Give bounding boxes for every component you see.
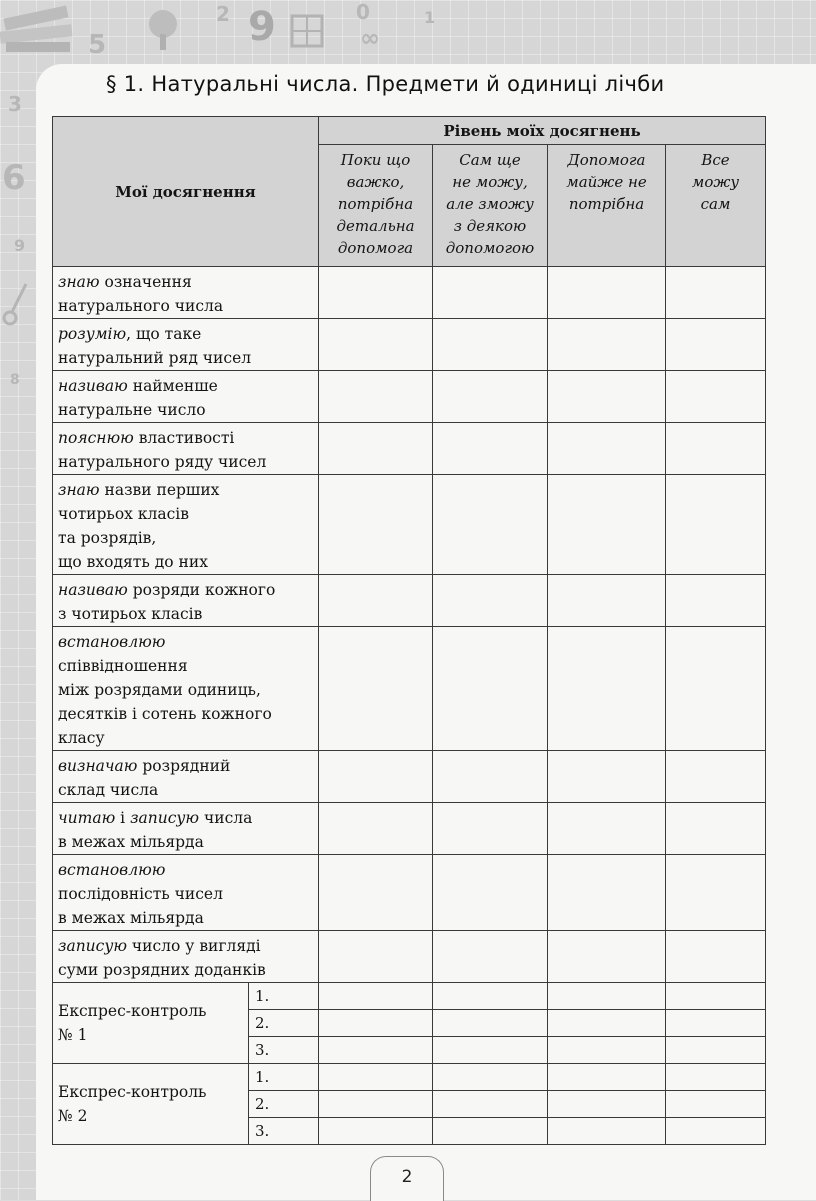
level-cell[interactable]: [666, 475, 766, 575]
level-cell[interactable]: [548, 575, 666, 627]
level-cell[interactable]: [666, 931, 766, 983]
express-item-number: 3.: [249, 1118, 319, 1145]
row-verb: знаю: [58, 273, 100, 291]
level-cell[interactable]: [319, 803, 433, 855]
level-cell[interactable]: [319, 751, 433, 803]
level-cell[interactable]: [433, 267, 548, 319]
level-col-3-line: Допомога: [567, 151, 646, 169]
row-verb: встановлюю: [58, 861, 166, 879]
level-cell[interactable]: [548, 803, 666, 855]
row-text: натурального числа: [58, 297, 224, 315]
decor-digit-6: 6: [2, 158, 26, 198]
level-cell[interactable]: [666, 1010, 766, 1037]
level-cell[interactable]: [319, 1010, 433, 1037]
achievement-table: [52, 116, 766, 1145]
level-cell[interactable]: [666, 983, 766, 1010]
decor-digit-9b: 9: [14, 236, 26, 255]
row-verb: пояснюю: [58, 429, 134, 447]
express-label-line: № 2: [58, 1107, 88, 1125]
level-cell[interactable]: [433, 627, 548, 751]
row-verb: встановлюю: [58, 633, 166, 651]
level-cell[interactable]: [548, 1010, 666, 1037]
level-col-1: [319, 145, 433, 267]
level-cell[interactable]: [548, 319, 666, 371]
level-cell[interactable]: [666, 855, 766, 931]
achievement-row-label: [53, 931, 319, 983]
achievement-row-label: [53, 803, 319, 855]
row-verb: визначаю: [58, 757, 138, 775]
level-col-3-line: потрібна: [568, 195, 645, 213]
row-text: в межах мільярда: [58, 909, 204, 927]
level-cell[interactable]: [433, 1037, 548, 1064]
level-cell[interactable]: [666, 1118, 766, 1145]
achievement-row-label: [53, 575, 319, 627]
level-col-2: [433, 145, 548, 267]
tree-icon: [140, 8, 186, 52]
achievement-row-label: [53, 319, 319, 371]
level-cell[interactable]: [433, 371, 548, 423]
express-control-1-label: [53, 983, 249, 1064]
decor-digit-9: 9: [248, 4, 276, 50]
scissors-icon: [0, 280, 30, 330]
level-cell[interactable]: [548, 1064, 666, 1091]
level-cell[interactable]: [433, 855, 548, 931]
level-cell[interactable]: [433, 931, 548, 983]
decor-digit-8: 8: [10, 372, 20, 388]
level-cell[interactable]: [319, 1091, 433, 1118]
row-text: між розрядами одиниць,: [58, 681, 261, 699]
level-col-4-line: можу: [691, 173, 740, 191]
row-text: чотирьох класів: [58, 505, 189, 523]
express-label-line: Експрес-контроль: [58, 1083, 207, 1101]
level-cell[interactable]: [666, 575, 766, 627]
row-text: з чотирьох класів: [58, 605, 203, 623]
achievement-row-label: [53, 855, 319, 931]
level-cell[interactable]: [319, 1118, 433, 1145]
page-title: § 1. Натуральні числа. Предмети й одиниці лічби: [106, 72, 665, 96]
achievement-row-label: [53, 423, 319, 475]
express-item-number: 1.: [249, 983, 319, 1010]
decor-digit-1: 1: [424, 8, 436, 27]
level-col-1-line: детальна: [336, 217, 415, 235]
level-col-3-line: майже не: [566, 173, 647, 191]
row-verb: записую: [130, 809, 200, 827]
level-cell[interactable]: [548, 931, 666, 983]
row-text: та розрядів,: [58, 529, 157, 547]
level-cell[interactable]: [319, 931, 433, 983]
row-text: співвідношення: [58, 657, 188, 675]
level-col-2-line: не можу,: [452, 173, 528, 191]
express-item-number: 1.: [249, 1064, 319, 1091]
express-item-number: 3.: [249, 1037, 319, 1064]
row-text: розрядний: [142, 757, 231, 775]
level-cell[interactable]: [666, 423, 766, 475]
level-cell[interactable]: [433, 1118, 548, 1145]
level-cell[interactable]: [319, 855, 433, 931]
level-cell[interactable]: [433, 983, 548, 1010]
level-cell[interactable]: [548, 267, 666, 319]
row-text: натурального ряду чисел: [58, 453, 267, 471]
row-verb: знаю: [58, 481, 100, 499]
level-cell[interactable]: [548, 983, 666, 1010]
decor-digit-3: 3: [8, 92, 22, 116]
express-item-number: 2.: [249, 1091, 319, 1118]
row-text: і: [120, 809, 126, 827]
level-cell[interactable]: [666, 1037, 766, 1064]
level-cell[interactable]: [319, 983, 433, 1010]
page-number-tab: [370, 1156, 444, 1201]
level-cell[interactable]: [433, 1010, 548, 1037]
row-text: суми розрядних доданків: [58, 961, 266, 979]
page-number: 2: [401, 1167, 413, 1187]
level-col-2-line: але зможу: [446, 195, 534, 213]
row-text: класу: [58, 729, 105, 747]
level-cell[interactable]: [433, 475, 548, 575]
level-col-4: [666, 145, 766, 267]
level-col-4-line: Все: [701, 151, 730, 169]
row-text: число у вигляді: [131, 937, 261, 955]
achievements-header: Мої досягнення: [53, 117, 319, 267]
level-cell[interactable]: [666, 751, 766, 803]
level-cell[interactable]: [666, 267, 766, 319]
row-verb: розумію: [58, 325, 127, 343]
level-cell[interactable]: [666, 627, 766, 751]
level-cell[interactable]: [548, 423, 666, 475]
level-cell[interactable]: [319, 1037, 433, 1064]
row-text: назви перших: [104, 481, 220, 499]
achievement-row-label: [53, 267, 319, 319]
level-cell[interactable]: [433, 751, 548, 803]
row-verb: називаю: [58, 581, 128, 599]
level-cell[interactable]: [548, 627, 666, 751]
row-text: розряди кожного: [132, 581, 276, 599]
row-text: числа: [203, 809, 253, 827]
level-cell[interactable]: [548, 1091, 666, 1118]
level-col-1-line: важко,: [346, 173, 405, 191]
row-verb: читаю: [58, 809, 116, 827]
decor-digit-5: 5: [88, 30, 107, 60]
level-header: Рівень моїх досягнень: [319, 117, 766, 145]
level-col-2-line: Сам ще: [459, 151, 521, 169]
level-col-1-line: потрібна: [337, 195, 414, 213]
row-text: , що таке: [126, 325, 202, 343]
level-col-3: [548, 145, 666, 267]
level-cell[interactable]: [319, 371, 433, 423]
level-cell[interactable]: [666, 319, 766, 371]
level-cell[interactable]: [319, 423, 433, 475]
level-col-4-line: сам: [700, 195, 731, 213]
level-cell[interactable]: [548, 1118, 666, 1145]
achievement-row-label: [53, 627, 319, 751]
level-cell[interactable]: [548, 475, 666, 575]
decor-digit-2: 2: [216, 2, 230, 26]
row-text: послідовність чисел: [58, 885, 223, 903]
level-cell[interactable]: [319, 319, 433, 371]
level-cell[interactable]: [433, 319, 548, 371]
express-control-2-label: [53, 1064, 249, 1145]
express-item-number: 2.: [249, 1010, 319, 1037]
row-verb: називаю: [58, 377, 128, 395]
row-text: склад числа: [58, 781, 159, 799]
level-cell[interactable]: [548, 751, 666, 803]
level-cell[interactable]: [319, 575, 433, 627]
level-cell[interactable]: [433, 423, 548, 475]
level-cell[interactable]: [319, 1064, 433, 1091]
level-cell[interactable]: [548, 371, 666, 423]
books-icon: [0, 4, 80, 58]
level-col-1-line: Поки що: [340, 151, 411, 169]
level-cell[interactable]: [319, 475, 433, 575]
achievement-row-label: [53, 371, 319, 423]
level-cell[interactable]: [666, 1091, 766, 1118]
express-label-line: № 1: [58, 1026, 88, 1044]
level-cell[interactable]: [319, 627, 433, 751]
level-col-1-line: допомога: [337, 239, 414, 257]
level-col-2-line: з деякою: [453, 217, 527, 235]
level-cell[interactable]: [433, 803, 548, 855]
row-text: натуральний ряд чисел: [58, 349, 252, 367]
decor-digit-0: 0: [356, 0, 370, 24]
achievement-row-label: [53, 475, 319, 575]
row-text: десятків і сотень кожного: [58, 705, 272, 723]
achievement-row-label: [53, 751, 319, 803]
level-cell[interactable]: [548, 1037, 666, 1064]
level-cell[interactable]: [666, 371, 766, 423]
decor-infinity: ∞: [360, 24, 380, 52]
level-cell[interactable]: [319, 267, 433, 319]
express-label-line: Експрес-контроль: [58, 1002, 207, 1020]
row-text: найменше: [132, 377, 218, 395]
row-text: що входять до них: [58, 553, 208, 571]
level-cell[interactable]: [433, 1091, 548, 1118]
level-cell[interactable]: [666, 1064, 766, 1091]
row-text: натуральне число: [58, 401, 206, 419]
row-text: означення: [104, 273, 192, 291]
level-col-2-line: допомогою: [445, 239, 535, 257]
row-verb: записую: [58, 937, 127, 955]
level-cell[interactable]: [666, 803, 766, 855]
level-cell[interactable]: [548, 855, 666, 931]
level-cell[interactable]: [433, 575, 548, 627]
calculator-icon: [290, 14, 324, 48]
level-cell[interactable]: [433, 1064, 548, 1091]
row-text: в межах мільярда: [58, 833, 204, 851]
row-text: властивості: [138, 429, 235, 447]
